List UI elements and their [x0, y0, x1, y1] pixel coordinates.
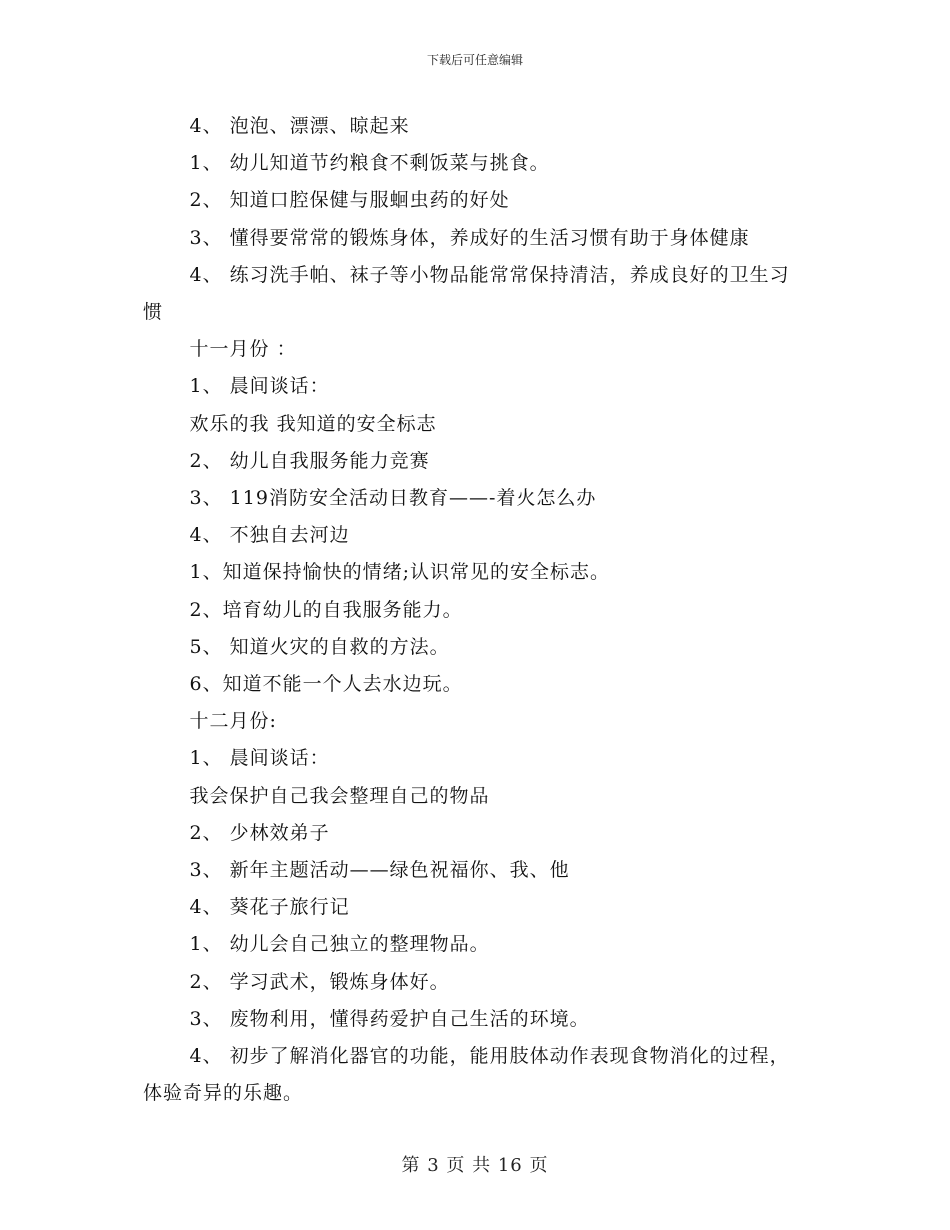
section-heading-december: 十二月份: [189, 710, 277, 733]
paragraph: 2、培育幼儿的自我服务能力。 [189, 598, 463, 621]
page-header: 下载后可任意编辑 [426, 53, 523, 67]
paragraph: 4、 初步了解消化器官的功能，能用肢体动作表现食物消化的过程，体验奇异的乐趣。 [143, 1045, 790, 1105]
paragraph: 3、 新年主题活动——绿色祝福你、我、他 [189, 859, 570, 882]
paragraph: 2、 幼儿自我服务能力竞赛 [189, 449, 430, 472]
paragraph: 4、 泡泡、漂漂、晾起来 [189, 115, 410, 137]
page-footer: 第 3 页 共 16 页 [401, 1155, 549, 1176]
paragraph: 1、 晨间谈话： [189, 747, 330, 770]
paragraph: 欢乐的我 我知道的安全标志 [189, 412, 437, 435]
paragraph: 3、 懂得要常常的锻炼身体，养成好的生活习惯有助于身体健康 [189, 226, 750, 249]
paragraph: 1、 晨间谈话： [189, 375, 330, 398]
paragraph: 1、知道保持愉快的情绪;认识常见的安全标志。 [189, 561, 611, 584]
paragraph: 2、 少林效弟子 [189, 821, 330, 844]
document-body [143, 108, 808, 1112]
paragraph: 6、知道不能一个人去水边玩。 [189, 673, 463, 696]
paragraph: 4、 练习洗手帕、袜子等小物品能常常保持清洁，养成良好的卫生习惯 [143, 263, 790, 324]
paragraph: 2、 学习武术，锻炼身体好。 [189, 970, 450, 993]
paragraph: 1、 幼儿知道节约粮食不剩饭菜与挑食。 [189, 152, 550, 175]
paragraph: 4、 不独自去河边 [189, 524, 350, 547]
paragraph: 4、 葵花子旅行记 [189, 896, 350, 919]
section-heading-november: 十一月份 ： [189, 338, 297, 361]
paragraph: 3、 119消防安全活动日教育——-着火怎么办 [189, 487, 597, 510]
paragraph: 1、 幼儿会自己独立的整理物品。 [189, 933, 490, 956]
paragraph: 5、 知道火灾的自救的方法。 [189, 635, 450, 658]
paragraph: 2、 知道口腔保健与服蛔虫药的好处 [189, 189, 510, 212]
paragraph: 3、 废物利用，懂得药爱护自己生活的环境。 [189, 1007, 590, 1030]
paragraph: 我会保护自己我会整理自己的物品 [189, 784, 490, 807]
